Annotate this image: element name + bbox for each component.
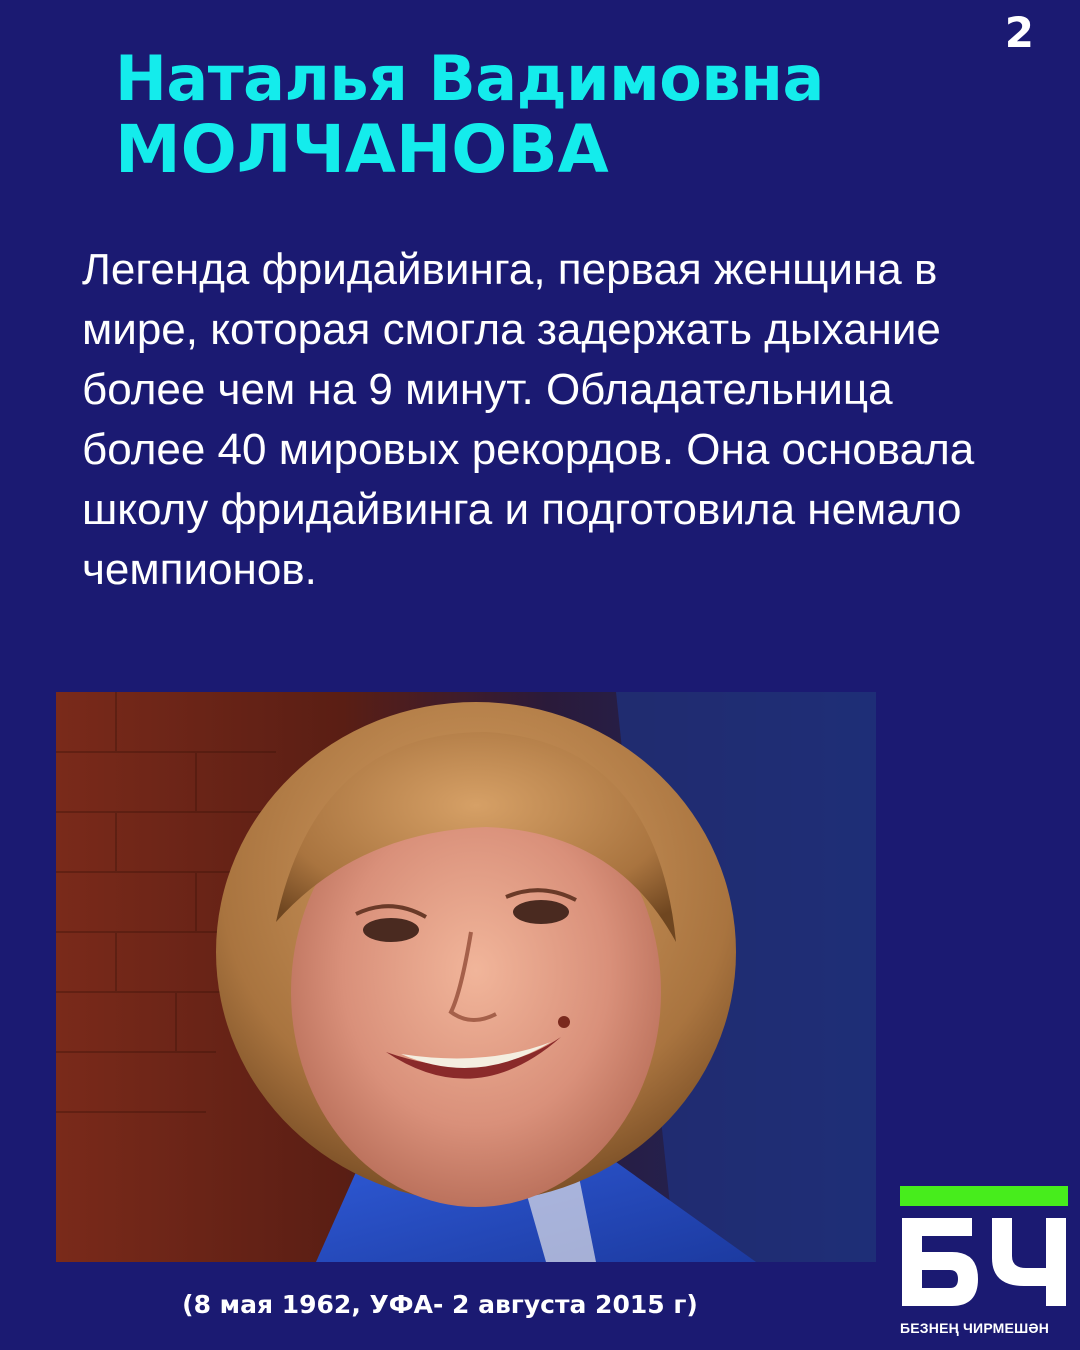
- page-number: 2: [1004, 8, 1034, 57]
- biography-text: Легенда фридайвинга, первая женщина в мире, которая смогла задержать дыхание более чем на 9 минут. Обладательница более 40 мировых рекордов. Она основала школу фридайвинга и подготовила немало чемпионов.: [82, 245, 975, 594]
- logo-caption: БЕЗНЕҢ ЧИРМЕШӘН: [900, 1320, 1050, 1336]
- portrait-photo: [56, 692, 876, 1262]
- logo-accent-bar: [900, 1186, 1068, 1206]
- logo-mark: [900, 1216, 1070, 1308]
- brand-logo: [900, 1186, 1070, 1346]
- title-name: Наталья Вадимовна: [115, 42, 824, 115]
- page-title: [115, 44, 995, 187]
- title-surname: МОЛЧАНОВА: [115, 111, 609, 189]
- life-dates: (8 мая 1962, УФА- 2 августа 2015 г): [182, 1290, 698, 1319]
